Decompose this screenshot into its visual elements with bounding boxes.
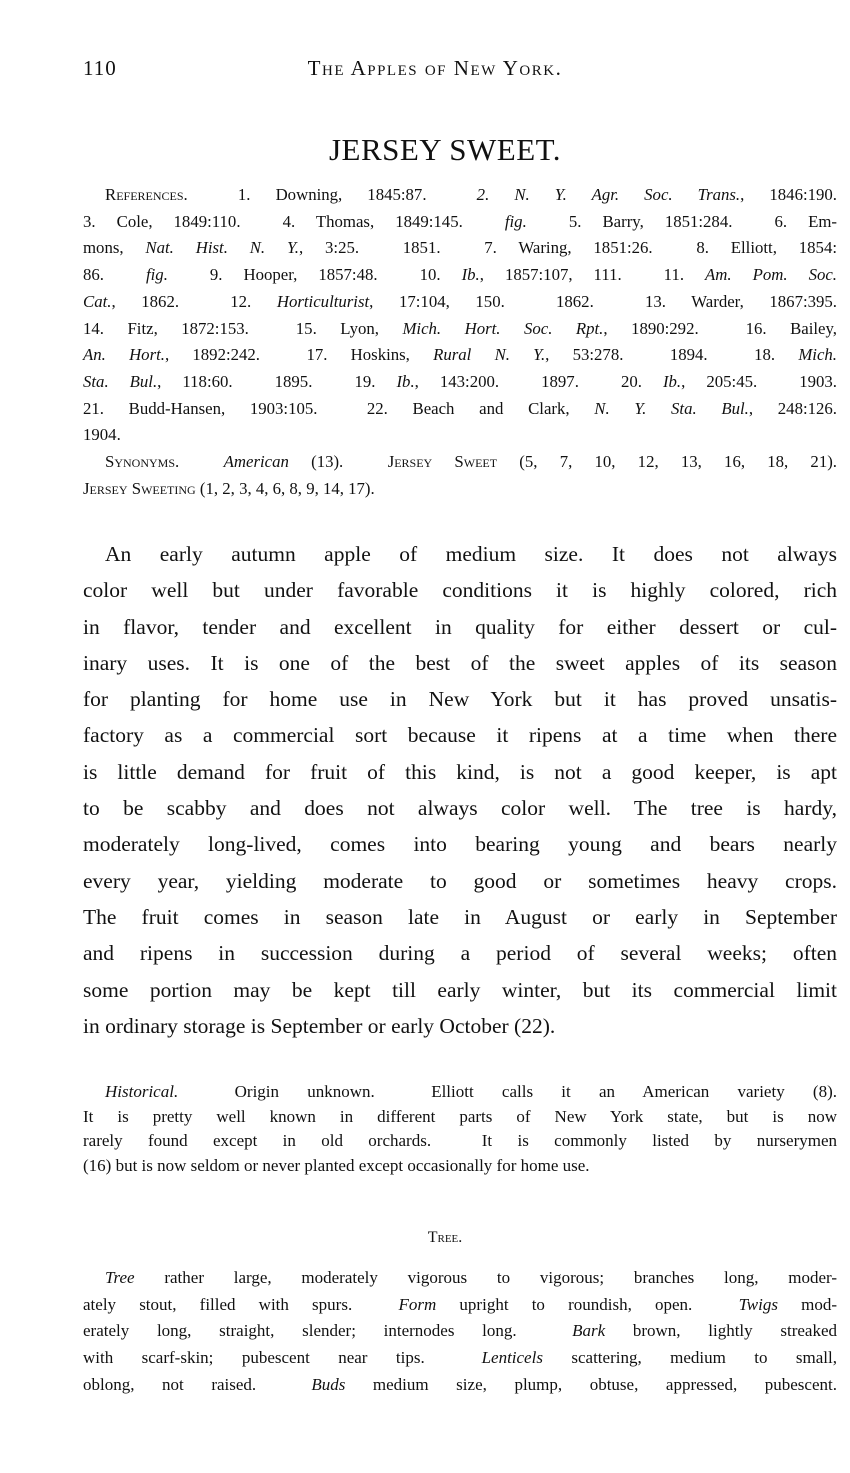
text-segment: brown, lightly streaked (605, 1321, 838, 1341)
text-segment (179, 452, 223, 471)
text-segment: rather large, moderately vigorous to vigorous; branches long, moder- (134, 1268, 837, 1287)
text-segment: (1, 2, 3, 4, 6, 8, 9, 14, 17). (195, 478, 375, 498)
text-segment: Horticulturist (276, 291, 370, 311)
text-line (83, 342, 837, 369)
text-segment: Form (398, 1294, 437, 1314)
text-line: The fruit comes in season late in August or early in September (83, 904, 837, 929)
text-line (83, 1265, 837, 1292)
text-line (83, 262, 837, 289)
text-line (83, 1372, 837, 1399)
text-line: is little demand for fruit of this kind, is not a good keeper, is apt (83, 759, 837, 784)
text-segment: Bark (572, 1321, 606, 1341)
text-line: moderately long-lived, comes into bearing young and bears nearly (83, 832, 837, 857)
text-segment: Cat. (83, 291, 112, 311)
text-segment: It is pretty well known in different parts of New York state, but is now (83, 1106, 837, 1126)
text-segment: Ib. (461, 265, 480, 285)
text-segment: Am. Pom. Soc. (705, 265, 837, 285)
text-segment: 86. (83, 265, 146, 285)
running-head: The Apples of New York. (307, 56, 563, 80)
text-segment: Jersey Sweeting (83, 478, 196, 498)
text-line: and ripens in succession during a period of several weeks; often (83, 941, 837, 966)
text-segment: Origin unknown. Elliott calls it an American variety (8). (178, 1082, 837, 1101)
text-segment: , 1857:107, 111. 11. (479, 265, 706, 285)
text-segment: Nat. Hist. N. Y. (145, 238, 299, 258)
text-line: color well but under favorable conditions it is highly colored, rich (83, 578, 837, 603)
text-line: to be scabby and does not always color well. The tree is hardy, (83, 796, 837, 821)
historical-paragraph (83, 1080, 837, 1178)
text-segment: Ib. (396, 371, 415, 391)
text-segment: (16) but is now seldom or never planted except occasionally for home use. (83, 1155, 590, 1175)
text-segment: Lenticels (481, 1348, 543, 1368)
main-paragraph (83, 536, 837, 1044)
text-segment: , 3:25. 1851. 7. Waring, 1851:26. 8. Elliott, 1854: (298, 238, 837, 258)
text-segment: scattering, medium to small, (542, 1348, 837, 1368)
text-segment: References. (105, 185, 188, 204)
text-segment: (13). (288, 452, 388, 472)
text-segment: medium size, plump, obtuse, appressed, pubescent. (345, 1374, 837, 1394)
text-segment: ately stout, filled with spurs. (83, 1294, 399, 1314)
text-line: An early autumn apple of medium size. It does not always (105, 542, 837, 566)
text-segment: An. Hort. (83, 345, 165, 365)
text-segment: Tree (105, 1268, 135, 1287)
text-segment: upright to roundish, open. (436, 1294, 739, 1314)
tree-paragraph (83, 1265, 837, 1399)
text-segment: , 143:200. 1897. 20. (414, 371, 663, 391)
text-segment: with scarf-skin; pubescent near tips. (83, 1348, 482, 1368)
text-segment: , 248:126. (748, 398, 837, 418)
text-line: in flavor, tender and excellent in quality for either dessert or cul- (83, 614, 837, 639)
text-line: factory as a commercial sort because it ripens at a time when there (83, 723, 837, 748)
text-segment: 2. N. Y. Agr. Soc. Trans. (476, 185, 741, 204)
text-segment: erately long, straight, slender; internodes long. (83, 1321, 573, 1341)
text-line: in ordinary storage is September or early October (22). (83, 1013, 556, 1038)
text-segment: Buds (311, 1374, 346, 1394)
references-block (83, 182, 837, 502)
text-line (83, 476, 837, 503)
text-segment: Synonyms. (105, 452, 180, 472)
text-line: inary uses. It is one of the best of the sweet apples of its season (83, 650, 837, 675)
text-segment: 5. Barry, 1851:284. 6. Em- (526, 211, 837, 231)
text-line (83, 1318, 837, 1345)
text-line (83, 369, 837, 396)
text-line (83, 449, 837, 476)
text-segment: 14. Fitz, 1872:153. 15. Lyon, (83, 318, 403, 338)
page-number: 110 (83, 56, 117, 80)
text-segment: , 1846:190. (740, 185, 837, 204)
text-line: every year, yielding moderate to good or sometimes heavy crops. (83, 868, 837, 893)
text-segment: 21. Budd-Hansen, 1903:105. 22. Beach and Clark, (83, 398, 595, 418)
text-segment: Jersey Sweet (387, 452, 498, 472)
text-line (83, 1105, 837, 1130)
text-segment: , 1892:242. 17. Hoskins, (164, 345, 434, 365)
text-segment: American (223, 452, 289, 472)
text-segment: Sta. Bul. (83, 371, 158, 391)
text-segment: 1904. (83, 425, 121, 445)
text-line (83, 1154, 837, 1179)
text-segment: Ib. (662, 371, 682, 391)
text-segment: , 53:278. 1894. 18. (545, 345, 799, 365)
text-segment: , 1890:292. 16. Bailey, (603, 318, 837, 338)
text-line (83, 235, 837, 262)
text-segment: Historical. (105, 1082, 179, 1101)
section-heading-tree: Tree. (427, 1229, 463, 1246)
text-segment: , 118:60. 1895. 19. (157, 371, 397, 391)
text-segment: Mich. Hort. Soc. Rpt. (402, 318, 604, 338)
text-segment: mod- (777, 1294, 837, 1314)
text-line (83, 1292, 837, 1319)
text-line (83, 316, 837, 343)
text-segment: , 1862. 12. (111, 291, 277, 311)
text-segment: Rural N. Y. (433, 345, 546, 365)
text-line (83, 1129, 837, 1154)
text-segment: fig. (145, 265, 168, 285)
text-segment: N. Y. Sta. Bul. (594, 398, 749, 418)
text-segment: rarely found except in old orchards. It is commonly listed by nurserymen (83, 1131, 837, 1151)
text-segment: , 17:104, 150. 1862. 13. Warder, 1867:395. (369, 291, 837, 311)
text-segment: 3. Cole, 1849:110. 4. Thomas, 1849:145. (83, 211, 505, 231)
page-title: JERSEY SWEET. (328, 132, 562, 167)
text-line (83, 422, 837, 449)
text-segment: 9. Hooper, 1857:48. 10. (167, 265, 462, 285)
text-line (83, 1080, 837, 1105)
text-line (83, 289, 837, 316)
text-segment: oblong, not raised. (83, 1374, 312, 1394)
text-segment: 1. Downing, 1845:87. (187, 185, 477, 204)
text-line (83, 396, 837, 423)
text-segment: Twigs (738, 1294, 778, 1314)
text-segment: (5, 7, 10, 12, 13, 16, 18, 21). (497, 452, 837, 472)
text-segment: fig. (504, 211, 527, 231)
text-line: for planting for home use in New York but it has proved unsatis- (83, 687, 837, 712)
text-line: some portion may be kept till early winter, but its commercial limit (83, 977, 837, 1002)
text-segment: , 205:45. 1903. (681, 371, 837, 391)
text-line (83, 1345, 837, 1372)
text-segment: mons, (83, 238, 146, 258)
text-line (83, 182, 837, 209)
text-segment: Mich. (798, 345, 837, 365)
text-line (83, 209, 837, 236)
